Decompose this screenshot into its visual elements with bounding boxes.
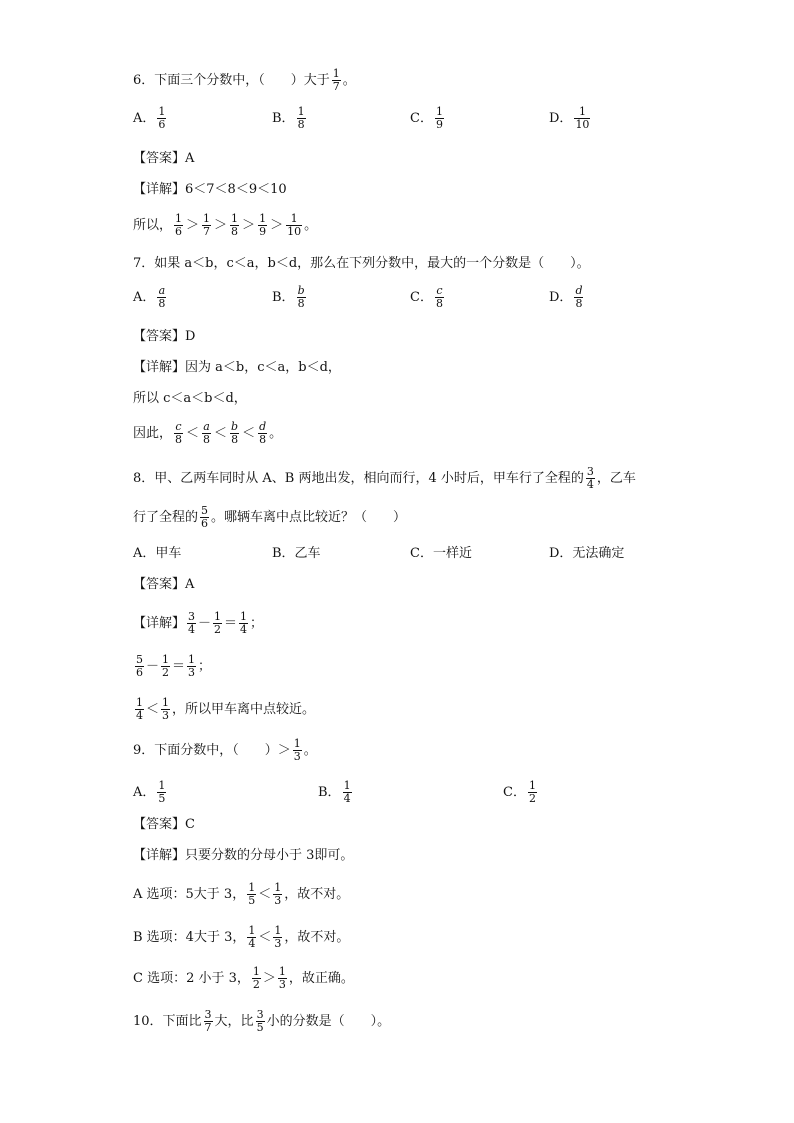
q7-stem: 7．如果 a＜b，c＜a，b＜d，那么在下列分数中，最大的一个分数是（ ）。 [133, 256, 590, 271]
q6-option-d[interactable]: D． $\frac{1}{10}$ [549, 105, 590, 131]
q6-chain-fraction: $\frac{1}{10}$ [287, 212, 302, 238]
q9-option-c[interactable]: C． $\frac{1}{2}$ [503, 779, 536, 805]
q9-detail-option-a: A 选项：5大于 3， $\frac{1}{5}$ ＜ $\frac{1}{3}$ ，故不对。 [133, 881, 350, 907]
q9-detail-1: 【详解】只要分数的分母小于 3即可。 [133, 848, 354, 863]
q8-stem-line-2: 行了全程的 $\frac{5}{6}$ 。哪辆车离中点比较近？（ ） [133, 504, 407, 530]
q6-chain-fraction: $\frac{1}{8}$ [231, 212, 239, 238]
q8-detail-3: $\frac{1}{4}$ ＜ $\frac{1}{3}$ ，所以甲车离中点较近。 [136, 696, 316, 722]
q6-option-c[interactable]: C． $\frac{1}{9}$ [410, 105, 443, 131]
q7-option-a[interactable]: A． $\frac{a}{8}$ [133, 284, 166, 310]
q7-detail-2: 所以 c＜a＜b＜d， [133, 391, 247, 406]
q7-chain-relation: ＜ [214, 426, 228, 441]
q8-option-c[interactable]: C．一样近 [410, 546, 472, 561]
q7-chain-relation: ＜ [186, 426, 200, 441]
q6-chain-fraction: $\frac{1}{6}$ [175, 212, 183, 238]
q8-option-d[interactable]: D．无法确定 [549, 546, 625, 561]
q6-detail-2: 所以， $\frac{1}{6}$ ＞ $\frac{1}{7}$ ＞ $\frac{1}{8}$ ＞ $\frac{1}{9}$ ＞ $\frac{1}{10}$ 。 [133, 212, 318, 238]
q7-detail-3: 因此， $\frac{c}{8}$ ＜ $\frac{a}{8}$ ＜ $\frac{b}{8}$ ＜ $\frac{d}{8}$ 。 [133, 420, 283, 446]
q8-detail-1: 【详解】 $\frac{3}{4}$ － $\frac{1}{2}$ ＝ $\frac{1}{4}$ ； [133, 610, 264, 636]
q9-answer: 【答案】C [133, 817, 195, 832]
q6-answer: 【答案】A [133, 151, 195, 166]
q6-option-a[interactable]: A． $\frac{1}{6}$ [133, 105, 166, 131]
q6-chain-fraction: $\frac{1}{9}$ [259, 212, 267, 238]
q9-detail-option-b: B 选项：4大于 3， $\frac{1}{4}$ ＜ $\frac{1}{3}$ ，故不对。 [133, 924, 350, 950]
q8-stem-line-1: 8．甲、乙两车同时从 A、B 两地出发，相向而行，4 小时后，甲车行了全程的 $\frac{3}{4}$ ，乙车 [133, 465, 636, 491]
q7-chain-fraction: $\frac{a}{8}$ [203, 420, 211, 446]
q9-option-b[interactable]: B． $\frac{1}{4}$ [318, 779, 351, 805]
q6-chain-fraction: $\frac{1}{7}$ [203, 212, 211, 238]
q6-chain-relation: ＞ [270, 218, 284, 233]
q6-stem-fraction: $\frac{1}{7}$ [332, 67, 340, 93]
q9-detail-option-c: C 选项：2 小于 3， $\frac{1}{2}$ ＞ $\frac{1}{3}$ ，故正确。 [133, 965, 354, 991]
q9-option-a[interactable]: A． $\frac{1}{5}$ [133, 779, 166, 805]
q7-detail-1: 【详解】因为 a＜b，c＜a，b＜d， [133, 360, 341, 375]
q7-answer: 【答案】D [133, 329, 196, 344]
q6-chain-relation: ＞ [214, 218, 228, 233]
q7-chain-fraction: $\frac{b}{8}$ [231, 420, 239, 446]
q7-chain-relation: ＜ [242, 426, 256, 441]
q6-detail-1: 【详解】6＜7＜8＜9＜10 [133, 182, 287, 197]
q7-option-b[interactable]: B． $\frac{b}{8}$ [272, 284, 305, 310]
q6-chain-relation: ＞ [242, 218, 256, 233]
q8-option-a[interactable]: A．甲车 [133, 546, 182, 561]
q8-detail-2: $\frac{5}{6}$ － $\frac{1}{2}$ ＝ $\frac{1}{3}$ ； [136, 653, 212, 679]
q7-option-d[interactable]: D． $\frac{d}{8}$ [549, 284, 583, 310]
q7-chain-fraction: $\frac{d}{8}$ [259, 420, 267, 446]
q7-option-c[interactable]: C． $\frac{c}{8}$ [410, 284, 443, 310]
q7-chain-fraction: $\frac{c}{8}$ [175, 420, 183, 446]
q9-stem: 9．下面分数中，（ ）＞ $\frac{1}{3}$ 。 [133, 737, 317, 763]
q8-answer: 【答案】A [133, 577, 195, 592]
q8-option-b[interactable]: B．乙车 [272, 546, 321, 561]
q6-stem: 6．下面三个分数中，（ ）大于 $\frac{1}{7}$ 。 [133, 67, 356, 93]
q10-stem: 10．下面比 $\frac{3}{7}$ 大，比 $\frac{3}{5}$ 小的分数是（ ）。 [133, 1008, 391, 1034]
q6-chain-relation: ＞ [186, 218, 200, 233]
q6-option-b[interactable]: B． $\frac{1}{8}$ [272, 105, 305, 131]
